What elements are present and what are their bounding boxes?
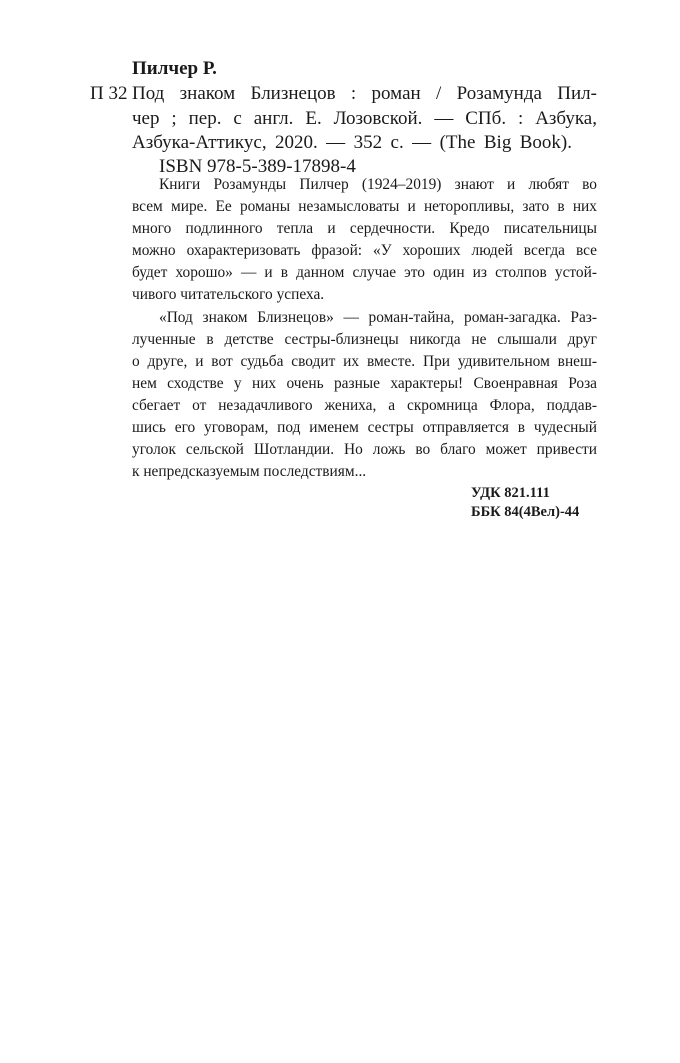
annotation-line: чивого читательского успеха.: [132, 286, 325, 303]
bbk-code: ББК 84(4Вел)-44: [471, 504, 580, 520]
annotation-line: уголок сельской Шотландии. Но ложь во благо может привести: [132, 441, 597, 458]
bib-line: Азбука-Аттикус, 2020. — 352 с. — (The Big Book).: [132, 132, 572, 153]
udk-code: УДК 821.111: [471, 485, 550, 501]
annotation-line: сбегает от незадачливого жениха, а скромница Флора, поддав-: [132, 397, 597, 414]
bib-line: Под знаком Близнецов : роман / Розамунда Пил-: [132, 83, 597, 104]
annotation-line: нем сходстве у них очень разные характеры! Своенравная Роза: [132, 375, 597, 392]
annotation-line: «Под знаком Близнецов» — роман-тайна, роман-загадка. Раз-: [159, 309, 597, 326]
annotation-line: шись его уговорам, под именем сестры отправляется в чудесный: [132, 419, 597, 436]
annotation-line: о друге, и вот судьба сводит их вместе. При удивительном внеш-: [132, 353, 597, 370]
bib-line: чер ; пер. с англ. Е. Лозовской. — СПб. : Азбука,: [132, 108, 597, 129]
author-sign-code: П 32: [90, 83, 128, 104]
author-heading: Пилчер Р.: [132, 58, 217, 79]
annotation-line: лученные в детстве сестры-близнецы никогда не слышали друг: [132, 331, 597, 348]
annotation-line: много подлинного тепла и сердечности. Кредо писательницы: [132, 220, 597, 237]
annotation-line: Книги Розамунды Пилчер (1924–2019) знают и любят во: [159, 176, 597, 193]
annotation-line: всем мире. Ее романы незамысловаты и неторопливы, зато в них: [132, 198, 597, 215]
annotation-line: к непредсказуемым последствиям...: [132, 463, 367, 480]
annotation-line: будет хорошо» — и в данном случае это один из столпов устой-: [132, 264, 597, 281]
isbn-line: ISBN 978-5-389-17898-4: [159, 156, 356, 177]
annotation-line: можно охарактеризовать фразой: «У хороших людей всегда все: [132, 242, 597, 259]
